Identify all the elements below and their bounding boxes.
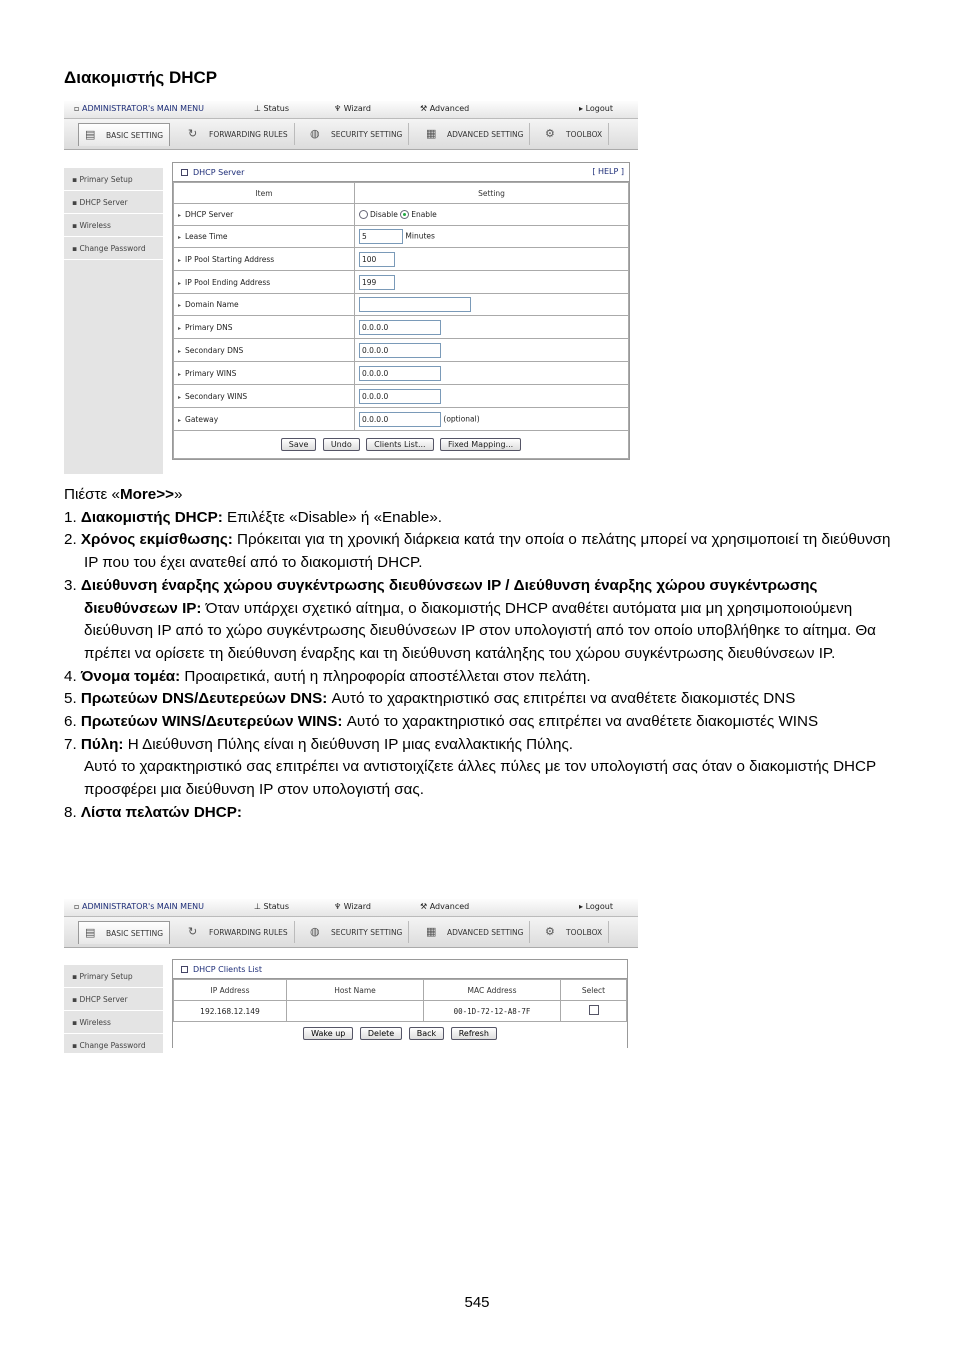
disable-radio[interactable]: Disable	[359, 210, 398, 219]
list-item-continuation: Αυτό το χαρακτηριστικό σας επιτρέπει να αντιστοιχίζετε άλλες πύλες με τον υπολογιστή σας όταν ο διακομιστής DHCP προσφέρει μια διεύθυνση IP στον υπολογιστή σας.	[84, 758, 876, 799]
dhcp-settings-table	[173, 182, 629, 459]
primary-wins-input[interactable]: 0.0.0.0	[359, 366, 441, 381]
undo-button[interactable]: Undo	[323, 438, 360, 451]
router-sidebar	[64, 965, 163, 1053]
wake-up-button[interactable]: Wake up	[303, 1027, 353, 1040]
sidebar-item-primary-setup[interactable]: ▪ Primary Setup	[64, 965, 163, 988]
table-row: ▸ Primary WINS 0.0.0.0	[174, 362, 629, 385]
page-number: 545	[464, 1294, 490, 1311]
basic-setting-icon: ▤	[85, 128, 96, 141]
table-row: ▸ IP Pool Starting Address 100	[174, 248, 629, 271]
toolbox-icon: ⚙	[545, 925, 555, 938]
router-tabs	[64, 917, 638, 948]
client-host	[287, 1001, 424, 1022]
table-row: ▸ Secondary WINS 0.0.0.0	[174, 385, 629, 408]
table-row: ▸ Gateway 0.0.0.0 (optional)	[174, 408, 629, 431]
advanced-link[interactable]: ⚒ Advanced	[420, 902, 470, 911]
status-link[interactable]: ⊥ Status	[254, 104, 290, 113]
main-menu-link[interactable]: ▫ ADMINISTRATOR's MAIN MENU	[74, 902, 204, 911]
tab-toolbox[interactable]: ⚙ TOOLBOX	[539, 123, 609, 145]
router-tabs	[64, 119, 638, 150]
table-row: ▸ Domain Name	[174, 294, 629, 316]
col-host-name: Host Name	[287, 980, 424, 1001]
tab-advanced-setting[interactable]: ▦ ADVANCED SETTING	[420, 123, 530, 145]
status-icon: ⊥	[254, 902, 261, 911]
table-row: ▸ Secondary DNS 0.0.0.0	[174, 339, 629, 362]
enable-radio[interactable]: Enable	[400, 210, 437, 219]
logout-link[interactable]: ▸ Logout	[579, 902, 613, 911]
sidebar-item-dhcp-server[interactable]: ▪ DHCP Server	[64, 191, 163, 214]
router-screenshot-dhcp-server	[64, 101, 638, 474]
col-ip-address: IP Address	[174, 980, 287, 1001]
tab-forwarding-rules[interactable]: ↻ FORWARDING RULES	[182, 123, 295, 145]
lease-time-input[interactable]: 5	[359, 229, 403, 244]
list-item: 2. Χρόνος εκμίσθωσης: Πρόκειται για τη χρονική διάρκεια κατά την οποία ο πελάτης μπορεί να χρησιμοποιεί τη διεύθυνση IP που του έχει ανατεθεί από το διακομιστή DHCP.	[64, 531, 891, 572]
security-icon: ◍	[310, 127, 320, 140]
pool-start-input[interactable]: 100	[359, 252, 395, 267]
pool-end-input[interactable]: 199	[359, 275, 395, 290]
main-menu-link[interactable]: ▫ ADMINISTRATOR's MAIN MENU	[74, 104, 204, 113]
client-mac: 00-1D-72-12-A8-7F	[424, 1001, 561, 1022]
list-item: 8. Λίστα πελατών DHCP:	[64, 803, 242, 821]
list-item: 1. Διακομιστής DHCP: Επιλέξτε «Disable» ή «Enable».	[64, 508, 442, 526]
back-button[interactable]: Back	[409, 1027, 444, 1040]
col-select: Select	[561, 980, 627, 1001]
client-ip: 192.168.12.149	[174, 1001, 287, 1022]
tab-security-setting[interactable]: ◍ SECURITY SETTING	[304, 123, 409, 145]
tab-advanced-setting[interactable]: ▦ ADVANCED SETTING	[420, 921, 530, 943]
basic-setting-icon: ▤	[85, 926, 96, 939]
toolbox-icon: ⚙	[545, 127, 555, 140]
status-icon: ⊥	[254, 104, 261, 113]
dhcp-server-panel	[172, 162, 630, 460]
gateway-input[interactable]: 0.0.0.0	[359, 412, 441, 427]
list-item: 4. Όνομα τομέα: Προαιρετικά, αυτή η πληροφορία αποστέλλεται στον πελάτη.	[64, 667, 591, 685]
list-item: 5. Πρωτεύων DNS/Δευτερεύων DNS: Αυτό το χαρακτηριστικό σας επιτρέπει να αναθέτετε διακομιστές DNS	[64, 690, 796, 708]
panel-title: DHCP Clients List	[173, 960, 627, 979]
col-mac-address: MAC Address	[424, 980, 561, 1001]
primary-dns-input[interactable]: 0.0.0.0	[359, 320, 441, 335]
select-checkbox[interactable]	[589, 1005, 599, 1015]
router-topbar	[64, 899, 638, 917]
clients-table	[173, 979, 627, 1022]
forwarding-icon: ↻	[188, 127, 198, 140]
tab-basic-setting[interactable]: ▤ BASIC SETTING	[78, 921, 170, 944]
sidebar-item-primary-setup[interactable]: ▪ Primary Setup	[64, 168, 163, 191]
list-item: 3. Διεύθυνση έναρξης χώρου συγκέντρωσης διευθύνσεων IP / Διεύθυνση έναρξης χώρου συγκέντρωσης διευθύνσεων IP: Όταν υπάρχει σχετικό αίτημα, ο διακομιστής DHCP αναθέτει αυτόματα μια μη χρησιμοποιούμενη διεύθυνση IP από το χώρο συγκέντρωσης διευθύνσεων IP στον υπολογιστή από τον οποίο υποβλήθηκε το αίτημα. Θα πρέπει να ορίσετε τη διεύθυνση έναρξης και τη διεύθυνση κατάληξης του χώρου συγκέντρωσης διευθύνσεων IP.	[64, 576, 876, 662]
col-setting: Setting	[355, 183, 629, 204]
wizard-icon: ♆	[334, 902, 342, 911]
clients-list-panel	[172, 959, 628, 1048]
status-link[interactable]: ⊥ Status	[254, 902, 290, 911]
page-heading: Διακομιστής DHCP	[64, 68, 218, 87]
wizard-icon: ♆	[334, 104, 342, 113]
panel-title: DHCP Server [ HELP ]	[173, 163, 629, 182]
wizard-link[interactable]: ♆ Wizard	[334, 902, 372, 911]
advanced-setting-icon: ▦	[426, 925, 437, 938]
tab-basic-setting[interactable]: ▤ BASIC SETTING	[78, 123, 170, 146]
secondary-dns-input[interactable]: 0.0.0.0	[359, 343, 441, 358]
help-link[interactable]: [ HELP ]	[592, 167, 624, 176]
wizard-link[interactable]: ♆ Wizard	[334, 104, 372, 113]
clients-list-button[interactable]: Clients List...	[366, 438, 433, 451]
advanced-icon: ⚒	[420, 104, 428, 113]
domain-name-input[interactable]	[359, 297, 471, 312]
save-button[interactable]: Save	[281, 438, 317, 451]
intro-line: Πιέστε «More>>»	[64, 486, 183, 503]
tab-security-setting[interactable]: ◍ SECURITY SETTING	[304, 921, 409, 943]
table-row	[174, 1001, 627, 1022]
logout-link[interactable]: ▸ Logout	[579, 104, 613, 113]
tab-forwarding-rules[interactable]: ↻ FORWARDING RULES	[182, 921, 295, 943]
table-row: ▸ DHCP Server Disable Enable	[174, 204, 629, 226]
list-item: 7. Πύλη: Η Διεύθυνση Πύλης είναι η διεύθυνση IP μιας εναλλακτικής Πύλης.	[64, 735, 573, 753]
sidebar-item-dhcp-server[interactable]: ▪ DHCP Server	[64, 988, 163, 1011]
col-item: Item	[174, 183, 355, 204]
router-screenshot-clients-list	[64, 899, 638, 1053]
router-sidebar	[64, 168, 163, 474]
advanced-setting-icon: ▦	[426, 127, 437, 140]
table-row: ▸ Primary DNS 0.0.0.0	[174, 316, 629, 339]
security-icon: ◍	[310, 925, 320, 938]
table-row: ▸ IP Pool Ending Address 199	[174, 271, 629, 294]
clients-buttons	[173, 1022, 627, 1048]
tab-toolbox[interactable]: ⚙ TOOLBOX	[539, 921, 609, 943]
instructions	[64, 484, 894, 825]
table-row: ▸ Lease Time 5 Minutes	[174, 226, 629, 248]
refresh-button[interactable]: Refresh	[451, 1027, 497, 1040]
forwarding-icon: ↻	[188, 925, 198, 938]
advanced-icon: ⚒	[420, 902, 428, 911]
delete-button[interactable]: Delete	[360, 1027, 402, 1040]
router-topbar	[64, 101, 638, 119]
sidebar-item-wireless[interactable]: ▪ Wireless	[64, 214, 163, 237]
fixed-mapping-button[interactable]: Fixed Mapping...	[440, 438, 521, 451]
sidebar-item-change-password[interactable]: ▪ Change Password	[64, 237, 163, 260]
secondary-wins-input[interactable]: 0.0.0.0	[359, 389, 441, 404]
sidebar-item-change-password[interactable]: ▪ Change Password	[64, 1034, 163, 1057]
sidebar-item-wireless[interactable]: ▪ Wireless	[64, 1011, 163, 1034]
advanced-link[interactable]: ⚒ Advanced	[420, 104, 470, 113]
list-item: 6. Πρωτεύων WINS/Δευτερεύων WINS: Αυτό το χαρακτηριστικό σας επιτρέπει να αναθέτετε διακομιστές WINS	[64, 713, 819, 731]
